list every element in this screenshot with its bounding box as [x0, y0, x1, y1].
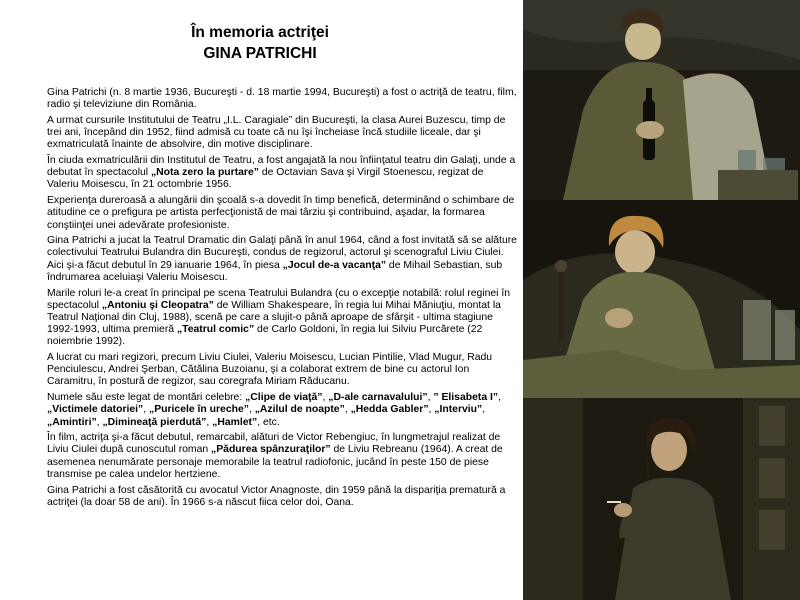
paragraph-9 [47, 432, 517, 481]
title-highlight: „D-ale carnavalului” [328, 392, 428, 404]
paragraph-text: de Mihail Sebastian, sub îndrumarea aceluiaşi Valeriu Moisescu. [47, 259, 503, 283]
paragraph-text: , [427, 392, 434, 404]
title-line-1: În memoria actriţei [191, 24, 329, 41]
paragraph-5 [47, 235, 517, 284]
title-highlight: „Hedda Gabler” [350, 404, 429, 416]
title-line-2: GINA PATRICHI [203, 45, 317, 62]
paragraph-text: , [322, 392, 329, 404]
biography-text [47, 87, 517, 513]
title-highlight: „Victimele datoriei” [47, 404, 144, 416]
title-highlight: „Pădurea spânzuraţilor” [211, 444, 331, 456]
paragraph-3 [47, 155, 517, 192]
photo-actress-reclining [523, 200, 800, 398]
title-highlight: „Nota zero la purtare” [150, 167, 259, 179]
paragraph-2 [47, 115, 517, 152]
paragraph-text: (n. 8 martie 1936, Bucureşti - d. 18 martie 1994, Bucureşti) a fost o actriţă de teatru, film, radio şi televiziune din România. [47, 87, 517, 111]
title-highlight: „Azilul de noapte” [254, 404, 345, 416]
paragraph-text: Numele său este legat de montări celebre: [47, 392, 246, 404]
photo-actress-seated-with-bottle [523, 0, 800, 200]
photo-column [523, 0, 800, 600]
paragraph-text: A urmat cursurile Institutului de Teatru „I.L. Caragiale” din Bucureşti, la clasa Aurei Buzescu, timp de trei ani, începând din 1952, fiind admisă cu toate că nu îşi încheiase încă studiile liceale, dar şi exmatriculată înainte de absolvire, din motive disciplinare. [47, 114, 506, 151]
paragraph-text: , [206, 416, 213, 428]
title-highlight: „Antoniu şi Cleopatra” [101, 299, 214, 311]
paragraph-text: , [344, 404, 351, 416]
title-highlight: „Jocul de-a vacanţa” [282, 259, 387, 271]
paragraph-text: În film, actriţa şi-a făcut debutul, remarcabil, alături de Victor Rebengiuc, în lungmetrajul realizat de Liviu Ciulei după cunoscutul roman [47, 432, 501, 456]
paragraph-text: Gina Patrichi a fost căsătorită cu avocatul Victor Anagnoste, din 1959 până la dispariţia prematură a actriţei (la doar 58 de ani). În 1966 s-a născut fiica celor doi, Oana. [47, 484, 506, 508]
title-highlight: „Amintiri” [47, 416, 97, 428]
paragraph-text: , [248, 404, 255, 416]
paragraph-text: A lucrat cu mari regizori, precum Liviu Ciulei, Valeriu Moisescu, Lucian Pintilie, Vlad Mugur, Radu Penciulescu, Andrei Şerban, Cătălina Buzoianu, şi a colaborat extrem de bine cu actorul Ion Caramitru, în postură de regizor, sau coregrafa Miriam Răducanu. [47, 352, 493, 388]
paragraph-text: , [498, 392, 501, 404]
title-highlight: „Puricele în ureche” [149, 404, 249, 416]
paragraph-text: , [96, 416, 103, 428]
title-highlight: „Hamlet” [212, 416, 258, 428]
paragraph-text: , [428, 404, 435, 416]
paragraph-8 [47, 392, 517, 429]
paragraph-text: Gina Patrichi a jucat la Teatrul Dramatic din Galaţi până în anul 1964, când a fost invitată să se alăture colectivului Teatrului Bulandra din Bucureşti, condus de regizorul, actorul şi scenograful Liviu Ciulei. Aici şi-a făcut debutul în 29 ianuarie 1964, în piesa [47, 235, 517, 271]
paragraph-text: de Octavian Sava şi Virgil Stoenescu, regizat de Valeriu Moisescu, în 21 octombrie 1956. [47, 167, 484, 191]
paragraph-text: de William Shakespeare, în regia lui Mihai Măniuţiu, montat la Teatrul Naţional din Cluj, 1988), scenă pe care a slujit-o până aproape de sfârşit - ultima stagiune 1992-1993, ultima premieră [47, 299, 501, 336]
paragraph-text: Experienţa dureroasă a alungării din şcoală s-a dovedit în timp benefică, determinând o schimbare de atitudine ce o prefigura pe artista perfecţionistă de mai târziu şi contribuind, aşadar, la formarea conştiinţei unei adevărate profesioniste. [47, 195, 515, 231]
photo-actress-standing-smoking [523, 398, 800, 600]
paragraph-4 [47, 195, 517, 232]
paragraph-text: Gina Patrichi [47, 87, 107, 98]
paragraph-text: , [482, 404, 486, 416]
title-highlight: „Clipe de viaţă” [245, 392, 323, 404]
paragraph-text: În ciuda exmatriculării din Institutul de Teatru, a fost angajată la nou înfiinţatul teatru din Galaţi, unde a debutat în spectacolul [47, 155, 516, 179]
paragraph-10 [47, 485, 517, 509]
paragraph-text: de Liviu Rebreanu (1964). A creat de asemenea nenumărate personaje memorabile la teatrul radiofonic, jucând în peste 150 de piese transmise pe calea undelor hertziene. [47, 444, 503, 480]
title-highlight: „Dimineaţă pierdută” [102, 416, 207, 428]
paragraph-text: , etc. [257, 416, 280, 428]
paragraph-1 [47, 87, 517, 111]
title-highlight: ” Elisabeta I” [433, 392, 499, 404]
paragraph-6 [47, 288, 517, 349]
paragraph-7 [47, 352, 517, 389]
paragraph-text: de Carlo Goldoni, în regia lui Silviu Purcărete (22 noiembrie 1992). [47, 324, 483, 348]
title-highlight: „Interviu” [434, 404, 483, 416]
paragraph-text: Marile roluri le-a creat în principal pe scena Teatrului Bulandra (cu o excepţie notabilă: rolul reginei în spectacolul [47, 287, 511, 311]
paragraph-text: , [143, 404, 150, 416]
title-highlight: „Teatrul comic” [176, 324, 255, 336]
page-title [40, 22, 480, 64]
